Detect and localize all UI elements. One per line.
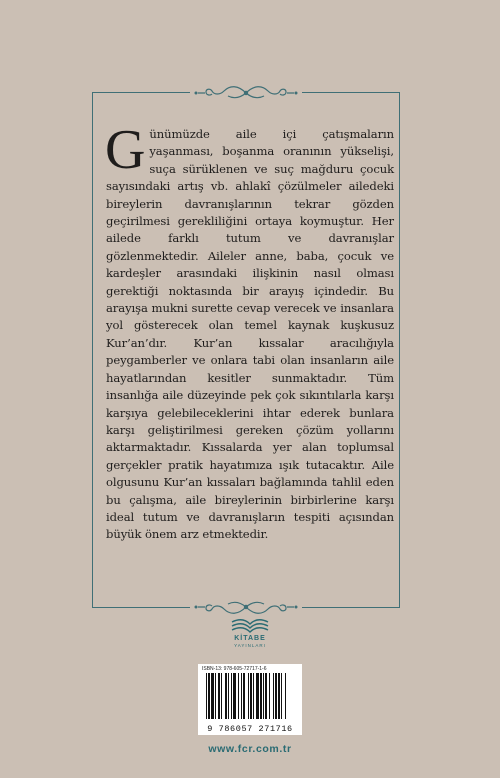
book-icon xyxy=(224,616,276,636)
top-ornament-icon xyxy=(190,82,302,104)
barcode-bars xyxy=(206,673,294,719)
isbn-label: ISBN-13: 978-605-72717-1-6 xyxy=(202,666,267,672)
publisher-logo xyxy=(224,616,276,654)
isbn-barcode xyxy=(198,664,302,735)
back-cover-blurb xyxy=(105,119,394,544)
bottom-ornament-icon xyxy=(190,596,302,618)
blurb-paragraph: ünümüzde aile içi çatışmaların yaşanması, boşanma oranının yükselişi, suça sürüklenen ve suç mağduru çocuk sayısındaki artış vb. ahlakî çözülmeler ailedeki bireylerin davranışlarının tekrar gözden geçirilmesi gerekliliğini ortaya koymuştur. Her ailede farklı tutum ve davranışlar gözlenmektedir. Aileler anne, baba, çocuk ve kardeşler arasındaki ilişkinin nasıl olması gerektiği noktasında bir arayış içindedir. Bu arayışa mukni surette cevap verecek ve insanlara yol gösterecek olan temel kaynak kuşkusuz Kur’an’dır. Kur’an kıssalar aracılığıyla peygamberler ve onlara tabi olan insanların aile hayatlarından kesitler sunmaktadır. Tüm insanlığa aile düzeyinde pek çok sıkıntılarla karşı karşıya gelebileceklerini ihtar ederek bunlara karşı geliştirilmesi gereken çözüm yollarını aktarmaktadır. Kıssalarda yer alan toplumsal gerçekler pratik hayatımıza ışık tutacaktır. Aile olgusunu Kur’an kıssaları bağlamında tahlil eden bu çalışma, aile bireylerinin birbirlerine karşı ideal tutum ve davranışların tespiti açısından büyük önem arz etmektedir. xyxy=(106,127,394,542)
publisher-subtitle: YAYINLARI xyxy=(234,643,266,648)
publisher-name: KİTABE xyxy=(234,635,266,642)
website-url: www.fcr.com.tr xyxy=(208,743,292,755)
drop-cap: G xyxy=(105,119,146,181)
barcode-number: 9 786057 271716 xyxy=(207,724,293,734)
